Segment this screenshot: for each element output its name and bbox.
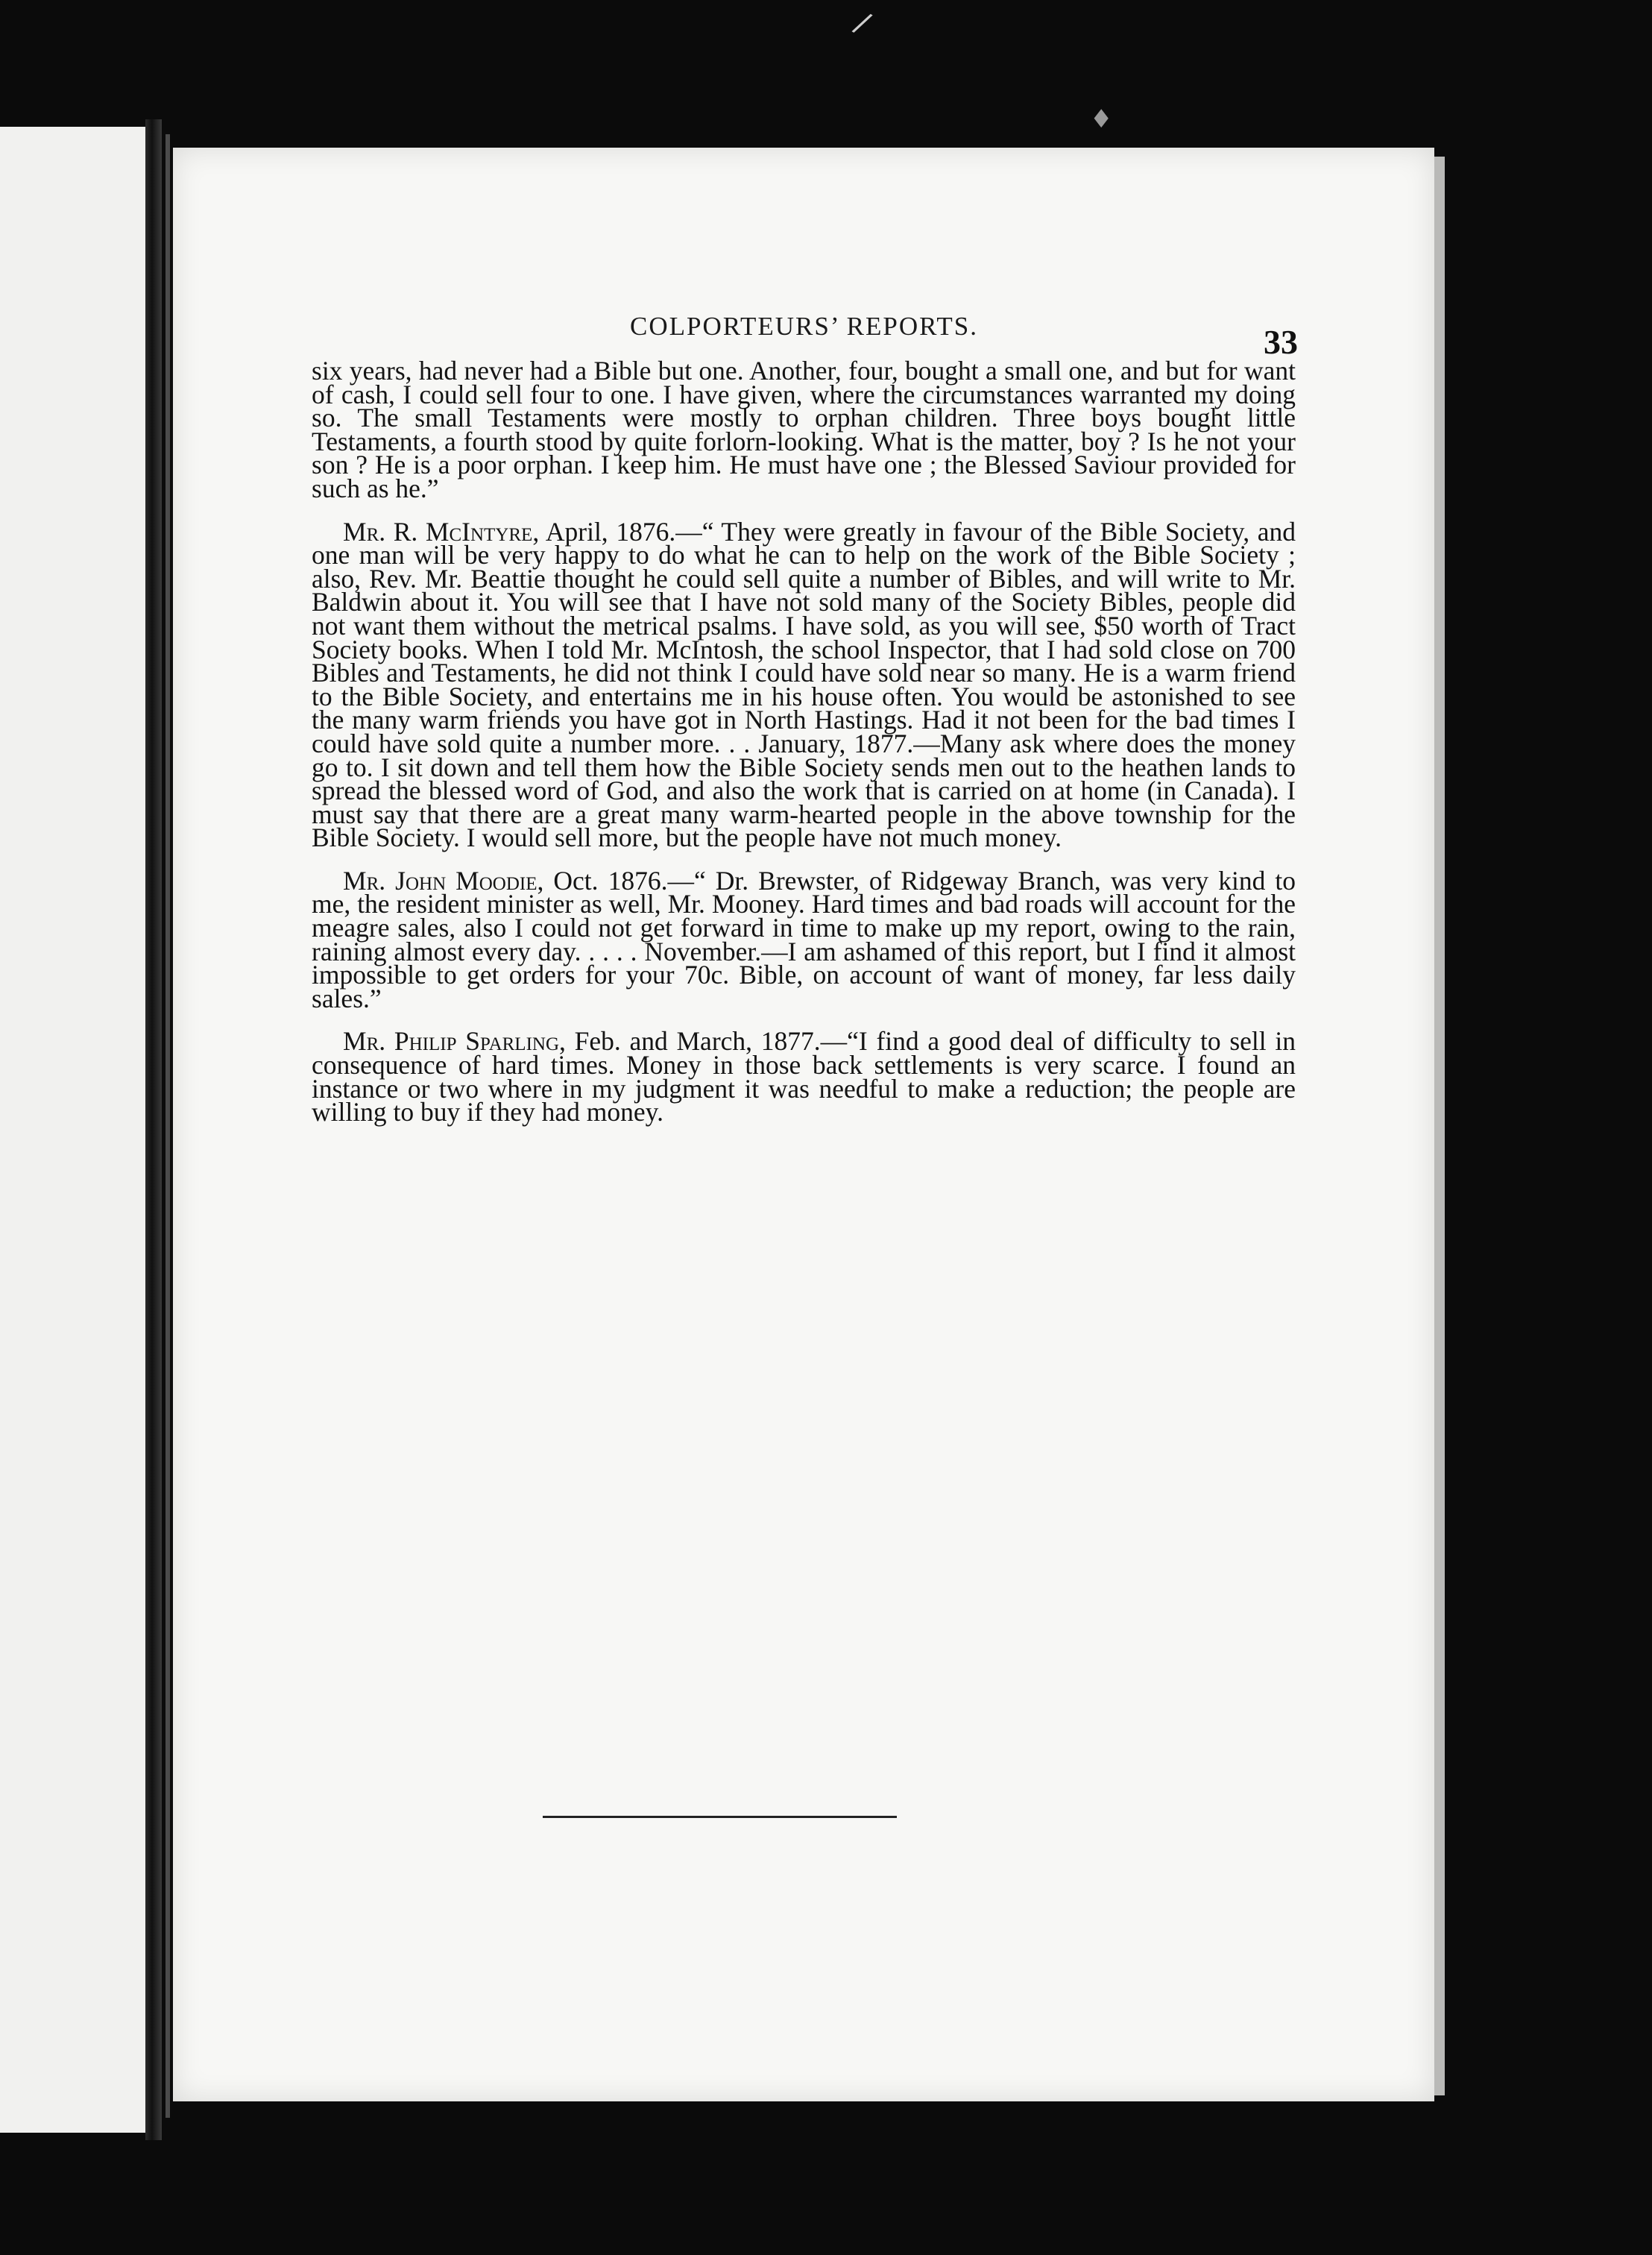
gutter-line [165, 134, 170, 2118]
book-spine-shadow [145, 119, 162, 2140]
paragraph-text: Feb. and March, 1877.—“I find a good deal of difficulty to sell in consequence of hard times. Money in those back settlements is very scarce. I found an instance or two where in my judgment it was needful to make a reduction; the people are willing to buy if they had money. [312, 1026, 1296, 1128]
speaker-name: Mr. R. McIntyre, [343, 516, 540, 547]
speaker-name: Mr. John Moodie, [343, 865, 544, 896]
section-end-rule [543, 1816, 897, 1818]
facing-page-edge [0, 127, 145, 2133]
paragraph [312, 865, 1296, 1013]
scan-speck: / [849, 5, 876, 41]
paragraph-text: Oct. 1876.—“ Dr. Brewster, of Ridgeway Branch, was very kind to me, the resident minister as well, Mr. Mooney. Hard times and bad roads will account for the meagre sales, also I could not get forward in time to make up my report, owing to the rain, raining almost every day. . . . . November.—I am ashamed of this report, but I find it almost impossible to get orders for your 70c. Bible, on account of want of money, far less daily sales.” [312, 865, 1296, 1013]
paragraph-text: six years, had never had a Bible but one. Another, four, bought a small one, and but for want of cash, I could sell four to one. I have given, where the circumstances warranted my doing so. The small Testaments were mostly to orphan children. Three boys bought little Testaments, a fourth stood by quite forlorn-looking. What is the matter, boy ? Is he not your son ? He is a poor orphan. I keep him. He must have one ; the Blessed Saviour provided for such as he.” [312, 356, 1296, 503]
page-number: 33 [1264, 323, 1298, 361]
speaker-name: Mr. Philip Sparling, [343, 1026, 566, 1057]
running-header: COLPORTEURS’ REPORTS. [630, 312, 978, 341]
page-edge-shadow [1434, 157, 1445, 2095]
paragraph [312, 516, 1296, 853]
body-text [312, 356, 1296, 1144]
paragraph-text: April, 1876.—“ They were greatly in favour of the Bible Society, and one man will be very happy to do what he can to help on the work of the Bible Society ; also, Rev. Mr. Beattie thought he could sell quite a number of Bibles, and will write to Mr. Baldwin about it. You will see that I have not sold many of the Society Bibles, people did not want them without the metrical psalms. I have sold, as you will see, $50 worth of Tract Society books. When I told Mr. McIntosh, the school Inspector, that I had sold close on 700 Bibles and Testaments, he did not think I could have sold near so many. He is a warm friend to the Bible Society, and entertains me in his house often. You would be astonished to see the many warm friends you have got in North Hastings. Had it not been for the bad times I could have sold quite a number more. . . January, 1877.—Many ask where does the money go to. I sit down and tell them how the Bible Society sends men out to the heathen lands to spread the blessed word of God, and also the work that is carried on at home (in Canada). I must say that there are a great many warm-hearted people in the above township for the Bible Society. I would sell more, but the people have not much money. [312, 516, 1296, 853]
paragraph [312, 1026, 1296, 1128]
scan-speck: ♦ [1090, 104, 1113, 134]
paragraph [312, 356, 1296, 503]
